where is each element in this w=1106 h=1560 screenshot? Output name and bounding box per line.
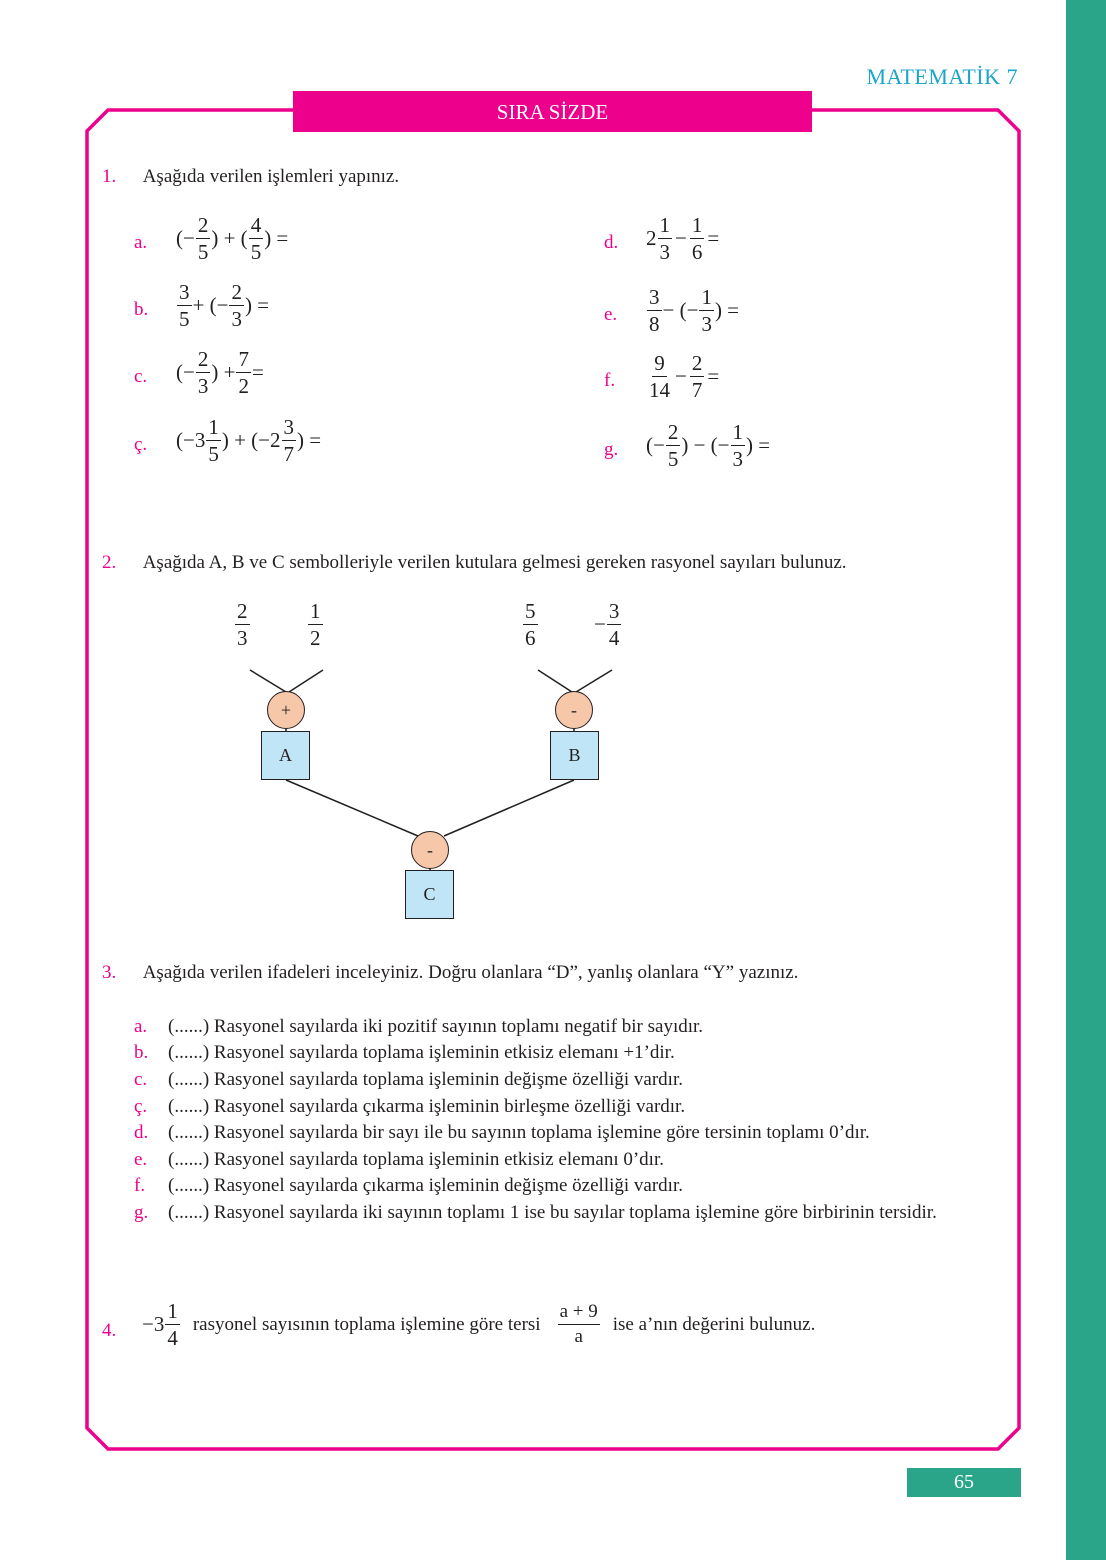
denominator: 2 (238, 374, 249, 399)
page-number: 65 (907, 1468, 1021, 1497)
expr-text: ) + ( (211, 226, 248, 251)
question-4-text-2: ise a’nın değerini bulunuz. (612, 1313, 816, 1335)
fraction (523, 600, 538, 649)
expr-text: −3 (142, 1312, 165, 1337)
statement-label: f. (134, 1175, 146, 1196)
expr-text: ) = (244, 293, 270, 318)
numerator: 7 (236, 348, 251, 373)
denominator: 5 (667, 447, 679, 472)
q1-cc-label: ç. (134, 434, 148, 455)
denominator: 8 (649, 312, 660, 337)
question-4-expression (142, 1300, 815, 1349)
denominator: 3 (237, 626, 248, 651)
q1-c-label: c. (134, 366, 148, 387)
numerator: 2 (666, 421, 681, 446)
q1-d-label: d. (604, 232, 619, 253)
numerator: 1 (699, 286, 714, 311)
statement-text: (......) Rasyonel sayılarda toplama işleminin etkisiz elemanı 0’dır. (168, 1149, 664, 1170)
numerator: 1 (658, 214, 673, 239)
expr-text: − (− (662, 298, 699, 323)
statement-label: a. (134, 1016, 148, 1037)
expr-text: ) + (211, 360, 236, 385)
numerator: 1 (731, 421, 746, 446)
statement-text: (......) Rasyonel sayılarda toplama işleminin değişme özelliği vardır. (168, 1069, 683, 1090)
numerator: 1 (206, 416, 221, 441)
numerator: 1 (690, 214, 705, 239)
numerator: 2 (196, 214, 211, 239)
expr-text: (− (176, 226, 195, 251)
numerator: 5 (523, 600, 538, 625)
numerator: 3 (282, 416, 297, 441)
question-3 (102, 962, 798, 984)
expr-text: = (707, 226, 720, 251)
book-title: MATEMATİK 7 (866, 64, 1018, 89)
statement-label: g. (134, 1202, 149, 1223)
denominator: 3 (732, 447, 744, 472)
statement-a (134, 1014, 1004, 1040)
question-3-number: 3. (102, 962, 117, 983)
input-fraction-b1 (522, 600, 539, 649)
operator-minus-b: - (555, 691, 593, 729)
question-4-text-1: rasyonel sayısının toplama işlemine göre tersi (192, 1313, 541, 1335)
statement-g (134, 1200, 1004, 1226)
statement-text: (......) Rasyonel sayılarda iki sayının toplamı 1 ise bu sayılar toplama işlemine göre birbirinin tersidir. (168, 1202, 937, 1223)
denominator: 4 (167, 1326, 178, 1351)
expr-text: ) = (714, 298, 740, 323)
statement-c (134, 1067, 1004, 1093)
fraction (235, 600, 250, 649)
expr-text: + (− (192, 293, 229, 318)
expr-text: (− (176, 360, 195, 385)
answer-box-a: A (261, 731, 310, 780)
section-banner: SIRA SİZDE (293, 91, 812, 132)
numerator: 2 (690, 352, 705, 377)
fraction (165, 1300, 180, 1349)
numerator: 9 (652, 352, 667, 377)
q1-f-label: f. (604, 370, 616, 391)
expr-text: ) = (746, 433, 771, 458)
expr-text: 2 (646, 226, 657, 251)
statement-e (134, 1147, 1004, 1173)
operator-minus-c: - (411, 831, 449, 869)
fraction (558, 1302, 600, 1347)
numerator: 4 (249, 214, 264, 239)
statement-f (134, 1173, 1004, 1199)
q1-b-label: b. (134, 299, 149, 320)
denominator: 6 (525, 626, 536, 651)
numerator: 2 (235, 600, 250, 625)
numerator: a + 9 (558, 1302, 600, 1325)
statement-text: (......) Rasyonel sayılarda bir sayı ile bu sayının toplama işlemine göre tersinin toplamı 0’dır. (168, 1122, 870, 1143)
expr-text: = (707, 364, 720, 389)
statement-text: (......) Rasyonel sayılarda iki pozitif sayının toplamı negatif bir sayıdır. (168, 1016, 704, 1037)
statement-text: (......) Rasyonel sayılarda toplama işleminin etkisiz elemanı +1’dir. (168, 1042, 675, 1063)
input-fraction-a1 (234, 600, 251, 649)
denominator: 4 (608, 626, 620, 651)
question-4-number: 4. (102, 1320, 117, 1341)
numerator: 3 (607, 600, 622, 625)
denominator: 5 (250, 240, 262, 265)
statement-d (134, 1120, 1004, 1146)
denominator: 5 (197, 240, 209, 265)
expr-text: = (251, 360, 264, 385)
denominator: 6 (691, 240, 703, 265)
expr-text: − (675, 364, 687, 389)
q1-a-label: a. (134, 232, 148, 253)
numerator: 2 (229, 281, 244, 306)
question-3-text: Aşağıda verilen ifadeleri inceleyiniz. Doğru olanlara “D”, yanlış olanlara “Y” yazınız. (142, 962, 799, 983)
denominator: 3 (659, 240, 670, 265)
input-fraction-a2 (307, 600, 324, 649)
expr-text: ) − (− (681, 433, 730, 458)
denominator: 3 (701, 312, 712, 337)
denominator: 14 (649, 378, 670, 403)
denominator: 7 (283, 442, 295, 467)
numerator: 3 (647, 286, 662, 311)
statement-label: e. (134, 1149, 148, 1170)
denominator: 5 (179, 307, 190, 332)
question-2-number: 2. (102, 552, 117, 573)
input-fraction-b2 (594, 600, 622, 649)
denominator: 2 (310, 626, 321, 651)
question-2-text: Aşağıda A, B ve C sembolleriyle verilen kutulara gelmesi gereken rasyonel sayıları bulunuz. (142, 552, 847, 573)
q1-g-label: g. (604, 439, 619, 460)
statement-cc (134, 1094, 1004, 1120)
denominator: 5 (208, 442, 219, 467)
statement-label: b. (134, 1042, 149, 1063)
numerator: 3 (177, 281, 192, 306)
expr-text: ) + (−2 (221, 428, 281, 453)
numerator: 1 (308, 600, 323, 625)
expr-text: ) = (297, 428, 322, 453)
numerator: 2 (196, 348, 211, 373)
answer-box-b: B (550, 731, 599, 780)
expr-text: (− (646, 433, 665, 458)
question-1-number: 1. (102, 166, 117, 187)
denominator: 3 (197, 374, 209, 399)
statement-text: (......) Rasyonel sayılarda çıkarma işleminin birleşme özelliği vardır. (168, 1096, 686, 1117)
fraction (308, 600, 323, 649)
answer-box-c: C (405, 870, 454, 919)
statement-label: ç. (134, 1096, 148, 1117)
question-1-text: Aşağıda verilen işlemleri yapınız. (142, 166, 400, 187)
numerator: 1 (165, 1300, 180, 1325)
expr-text: ) = (264, 226, 289, 251)
expr-text: (−3 (176, 428, 206, 453)
minus-sign: − (594, 612, 606, 637)
statement-b (134, 1040, 1004, 1066)
q1-e-label: e. (604, 304, 618, 325)
operator-plus-a: + (267, 691, 305, 729)
expr-text: − (675, 226, 687, 251)
statement-text: (......) Rasyonel sayılarda çıkarma işleminin değişme özelliği vardır. (168, 1175, 683, 1196)
fraction (607, 600, 622, 649)
denominator: 3 (231, 307, 242, 332)
statement-label: d. (134, 1122, 149, 1143)
denominator: a (574, 1326, 583, 1348)
denominator: 7 (691, 378, 703, 403)
statement-label: c. (134, 1069, 148, 1090)
